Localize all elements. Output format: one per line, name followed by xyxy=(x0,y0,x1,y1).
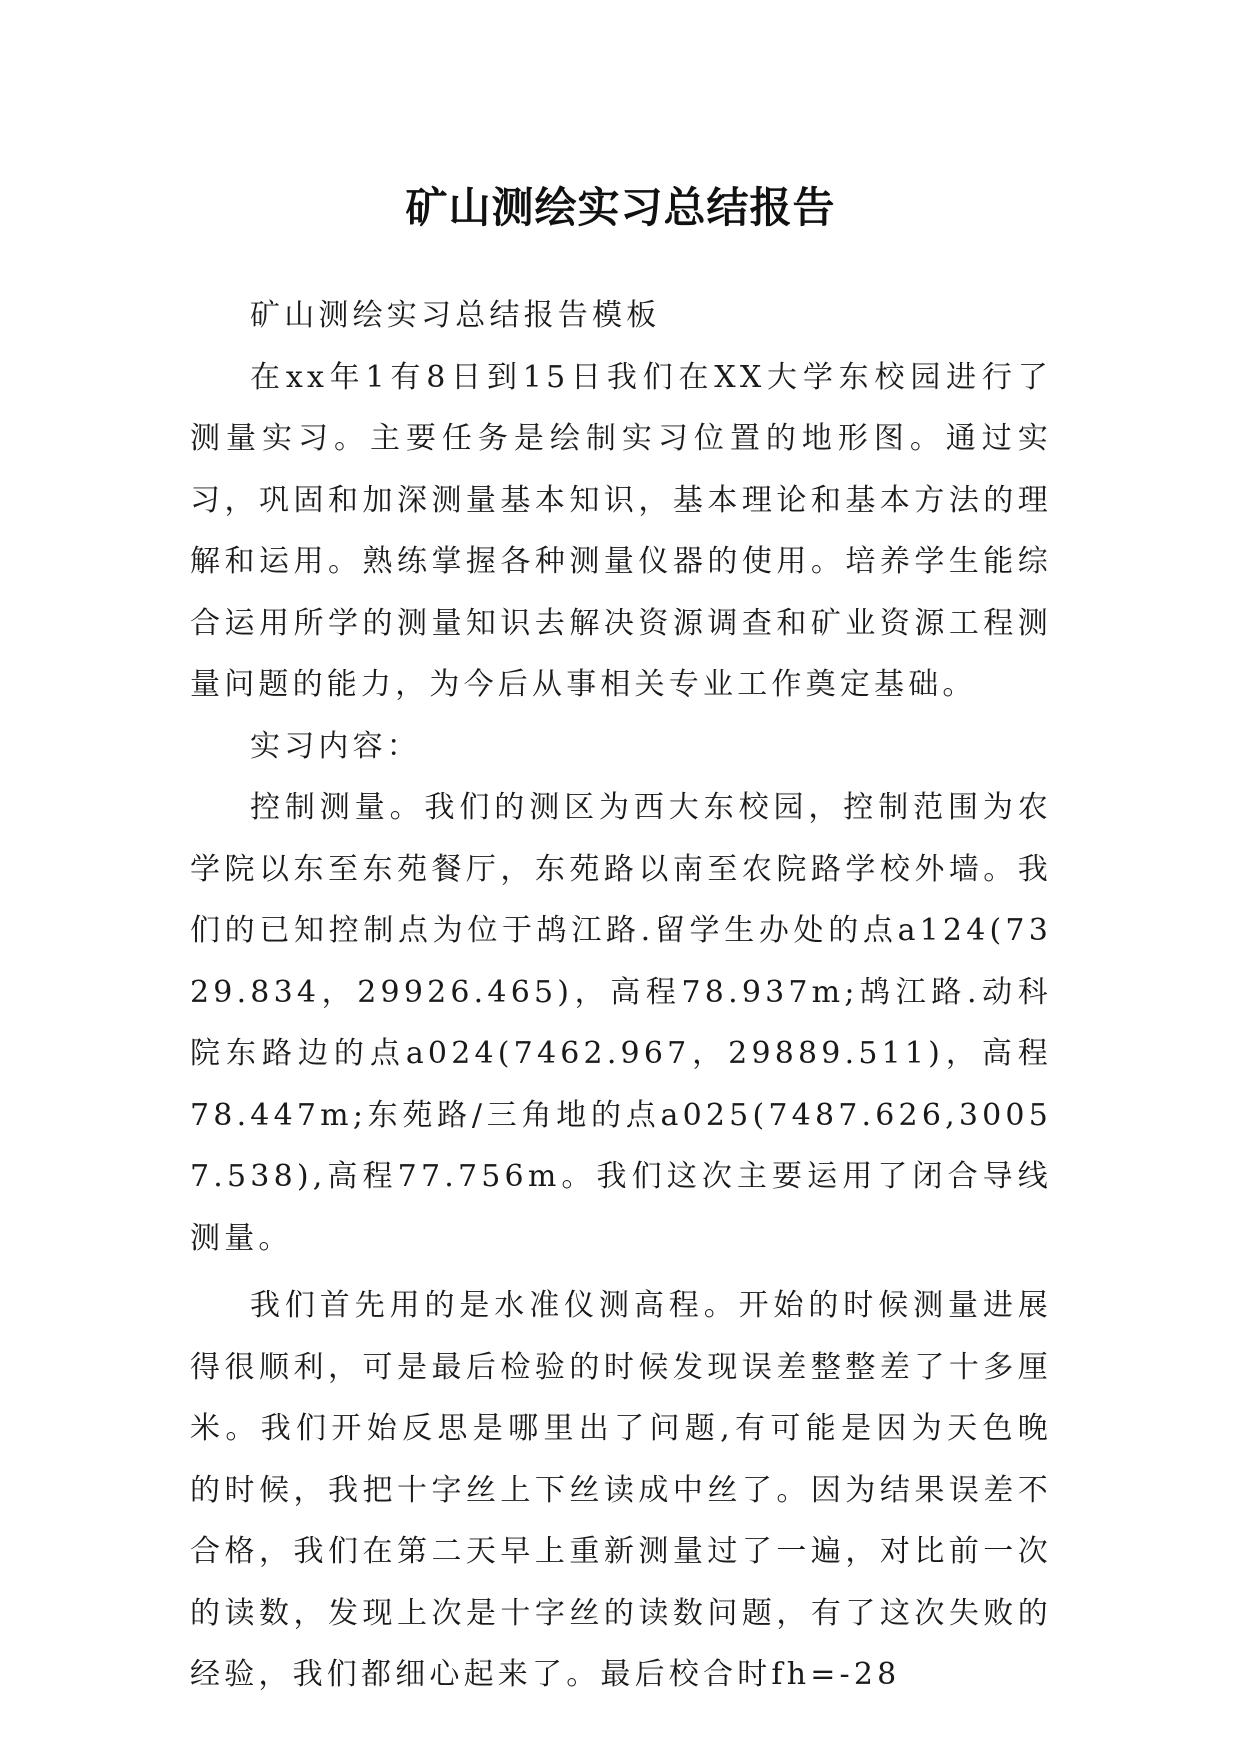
leveling-paragraph: 我们首先用的是水准仪测高程。开始的时候测量进展得很顺利，可是最后检验的时候发现误差整整差了十多厘米。我们开始反思是哪里出了问题,有可能是因为天色晚的时候，我把十字丝上下丝读成中丝了。因为结果误差不合格，我们在第二天早上重新测量过了一遍，对比前一次的读数，发现上次是十字丝的读数问题，有了这次失败的经验，我们都细心起来了。最后校合时fh=-28 xyxy=(190,1288,1052,1692)
section-heading-content: 实习内容： xyxy=(250,728,421,764)
document-title: 矿山测绘实习总结报告 xyxy=(405,183,836,233)
control-survey-paragraph: 控制测量。我们的测区为西大东校园，控制范围为农学院以东至东苑餐厅，东苑路以南至农院路学校外墙。我们的已知控制点为位于鸪江路.留学生办处的点a124(7329.834，29926.465)，高程78.937m;鸪江路.动科院东路边的点a024(7462.967，29889.511)，高程78.447m;东苑路/三角地的点a025(7487.626,30057.538),高程77.756m。我们这次主要运用了闭合导线测量。 xyxy=(190,790,1052,1256)
document-body xyxy=(190,285,1052,1706)
intro-paragraph: 在xx年1有8日到15日我们在XX大学东校园进行了测量实习。主要任务是绘制实习位置的地形图。通过实习，巩固和加深测量基本知识，基本理论和基本方法的理解和运用。熟练掌握各种测量仪器的使用。培养学生能综合运用所学的测量知识去解决资源调查和矿业资源工程测量问题的能力，为今后从事相关专业工作奠定基础。 xyxy=(190,359,1052,702)
subtitle-paragraph: 矿山测绘实习总结报告模板 xyxy=(250,298,661,333)
